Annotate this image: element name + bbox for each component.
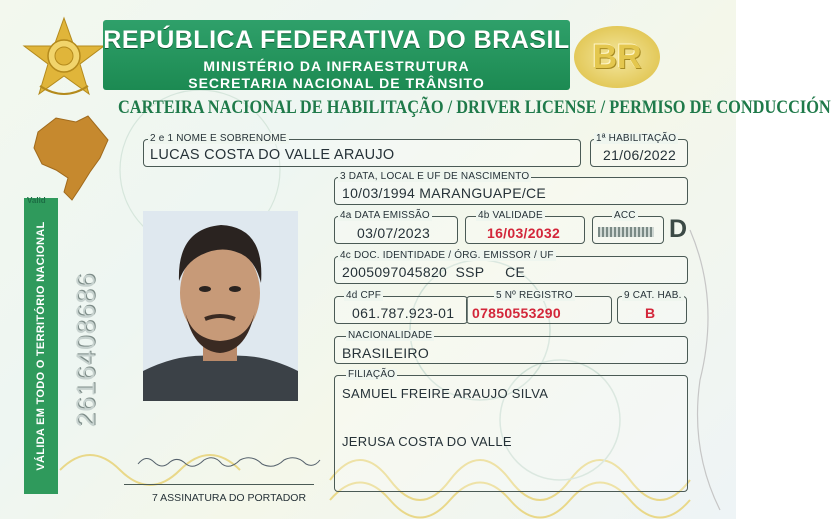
issue-date-label: 4a DATA EMISSÃO (340, 210, 430, 221)
validity-label: 4b VALIDADE (478, 210, 543, 221)
first-license-label: 1ª HABILITAÇÃO (596, 133, 677, 144)
cpf-label: 4d CPF (346, 290, 382, 301)
nationality-label: NACIONALIDADE (348, 330, 433, 341)
registro-label: 5 Nº REGISTRO (496, 290, 573, 301)
br-badge (574, 26, 660, 88)
category-letter: D (669, 215, 688, 243)
coat-of-arms-icon (22, 16, 106, 102)
validity-strip-top: Valid (27, 196, 46, 205)
brazil-map-icon (28, 112, 112, 204)
mother-name: JERUSA COSTA DO VALLE (342, 434, 512, 449)
birth-label: 3 DATA, LOCAL E UF DE NASCIMENTO (340, 171, 530, 182)
father-name: SAMUEL FREIRE ARAUJO SILVA (342, 386, 549, 401)
country-title: REPÚBLICA FEDERATIVA DO BRASIL (103, 26, 570, 54)
secretariat-title: SECRETARIA NACIONAL DE TRÂNSITO (188, 75, 485, 91)
document-title: CARTEIRA NACIONAL DE HABILITAÇÃO / DRIVER LICENSE / PERMISO DE CONDUCCIÓN (118, 97, 831, 118)
filiation-label: FILIAÇÃO (348, 369, 396, 380)
cpf-value: 061.787.923-01 (352, 305, 455, 321)
birth-value: 10/03/1994 MARANGUAPE/CE (342, 185, 547, 201)
acc-pattern (598, 227, 654, 237)
br-badge-text: BR (592, 37, 642, 76)
registro-value: 07850553290 (472, 305, 561, 321)
acc-label: ACC (614, 210, 636, 221)
validity-text: VÁLIDA EM TODO O TERRITÓRIO NACIONAL (35, 221, 47, 471)
holder-signature (134, 448, 324, 474)
vertical-registration-number: 2616408686 (70, 272, 101, 428)
validity-value: 16/03/2032 (487, 225, 561, 241)
issue-date-value: 03/07/2023 (357, 225, 431, 241)
first-license-value: 21/06/2022 (603, 147, 677, 163)
id-document-value: 2005097045820 SSP CE (342, 264, 526, 280)
portrait-image (143, 211, 298, 401)
signature-label: 7 ASSINATURA DO PORTADOR (152, 492, 307, 504)
validity-strip (24, 198, 58, 494)
holder-photo (143, 211, 298, 401)
category-value: B (645, 305, 656, 321)
ministry-title: MINISTÉRIO DA INFRAESTRUTURA (203, 58, 470, 74)
category-label: 9 CAT. HAB. (624, 290, 682, 301)
signature-line (124, 484, 314, 485)
id-document-label: 4c DOC. IDENTIDADE / ÓRG. EMISSOR / UF (340, 250, 554, 261)
nationality-value: BRASILEIRO (342, 345, 430, 361)
name-label: 2 e 1 NOME E SOBRENOME (150, 133, 287, 144)
header-banner (103, 20, 570, 90)
name-value: LUCAS COSTA DO VALLE ARAUJO (150, 147, 395, 163)
